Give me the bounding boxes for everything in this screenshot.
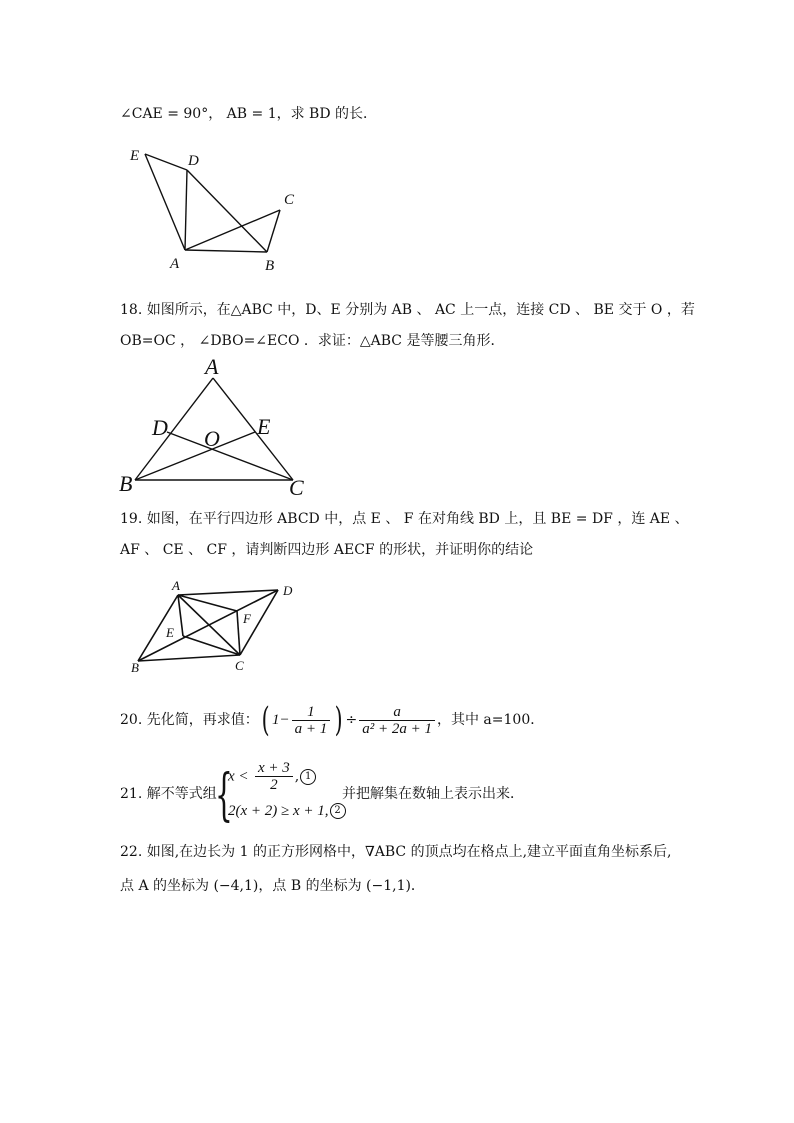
q20-divide: ÷ xyxy=(345,712,358,728)
fig17-label-E: E xyxy=(130,148,140,164)
fig18-label-O: O xyxy=(204,426,220,451)
q21-ineq1-mark: 1 xyxy=(300,769,316,785)
figure-19 xyxy=(125,575,310,675)
q22-line2: 点 A 的坐标为 (−4,1)，点 B 的坐标为 (−1,1)． xyxy=(120,878,425,894)
q22-line1: 22. 如图,在边长为 1 的正方形网格中，∇ABC 的顶点均在格点上,建立平面直角坐标系后, xyxy=(120,844,672,860)
q19-line2: AF 、 CE 、 CF ，请判断四边形 AECF 的形状，并证明你的结论 xyxy=(120,542,534,558)
q20-one-minus: 1− xyxy=(271,712,290,728)
right-paren: ) xyxy=(334,700,343,740)
q20-frac1-denominator: a + 1 xyxy=(294,720,328,737)
q20-frac2-denominator: a² + 2a + 1 xyxy=(362,720,432,737)
q21-ineq1-numerator: x + 3 xyxy=(255,760,293,777)
q20-suffix: ，其中 a=100． xyxy=(436,712,545,728)
q21-inequality-2 xyxy=(228,803,346,820)
fig18-label-A: A xyxy=(205,354,219,379)
q21-ineq2-mark: 2 xyxy=(330,803,346,819)
q19-line1: 19. 如图，在平行四边形 ABCD 中，点 E 、 F 在对角线 BD 上，且 BE = DF ，连 AE 、 xyxy=(120,511,689,527)
figure-18 xyxy=(115,352,325,500)
q20-line xyxy=(120,700,544,740)
fig19-label-F: F xyxy=(243,611,251,626)
fig17-label-C: C xyxy=(284,192,295,208)
q21-ineq1-denominator: 2 xyxy=(270,777,278,793)
left-paren: ( xyxy=(261,700,270,740)
q21-suffix: 并把解集在数轴上表示出来． xyxy=(342,786,524,802)
fig19-label-B: B xyxy=(131,660,139,675)
fig18-label-D: D xyxy=(152,415,168,440)
system-brace: { xyxy=(215,763,233,828)
q21-prefix: 21. 解不等式组 xyxy=(120,786,217,802)
fig17-label-B: B xyxy=(265,258,275,274)
fig17-label-A: A xyxy=(170,256,180,272)
figure-17 xyxy=(120,140,320,280)
fig19-label-A: A xyxy=(172,578,180,593)
fig19-label-E: E xyxy=(166,625,174,640)
q21-ineq2-text: 2(x + 2) ≥ x + 1, xyxy=(228,803,329,819)
fig18-label-C: C xyxy=(289,475,304,500)
fig19-label-D: D xyxy=(283,583,293,598)
fig19-label-C: C xyxy=(235,658,244,673)
q20-fraction-1 xyxy=(292,704,331,737)
q21-ineq1-fraction xyxy=(255,760,293,793)
q21-ineq1-lhs: x < xyxy=(228,768,249,785)
fig18-label-B: B xyxy=(119,471,133,496)
q20-fraction-2 xyxy=(359,704,435,737)
q18-line2: OB=OC ， ∠DBO=∠ECO ．求证：△ABC 是等腰三角形． xyxy=(120,333,505,349)
q17-text: ∠CAE = 90°， AB = 1，求 BD 的长． xyxy=(120,106,378,122)
q18-line1: 18. 如图所示，在△ABC 中，D、E 分别为 AB 、 AC 上一点，连接 CD 、 BE 交于 O ，若 xyxy=(120,302,695,318)
q20-frac1-numerator: 1 xyxy=(292,704,331,721)
q21-inequality-1: x < $\frac{x + 3}{2}$ , 1 xyxy=(228,760,316,793)
q20-prefix: 20. 先化简，再求值： xyxy=(120,712,259,728)
fig18-label-E: E xyxy=(257,414,271,439)
fig17-label-D: D xyxy=(188,153,199,169)
q20-frac2-numerator: a xyxy=(359,704,435,721)
